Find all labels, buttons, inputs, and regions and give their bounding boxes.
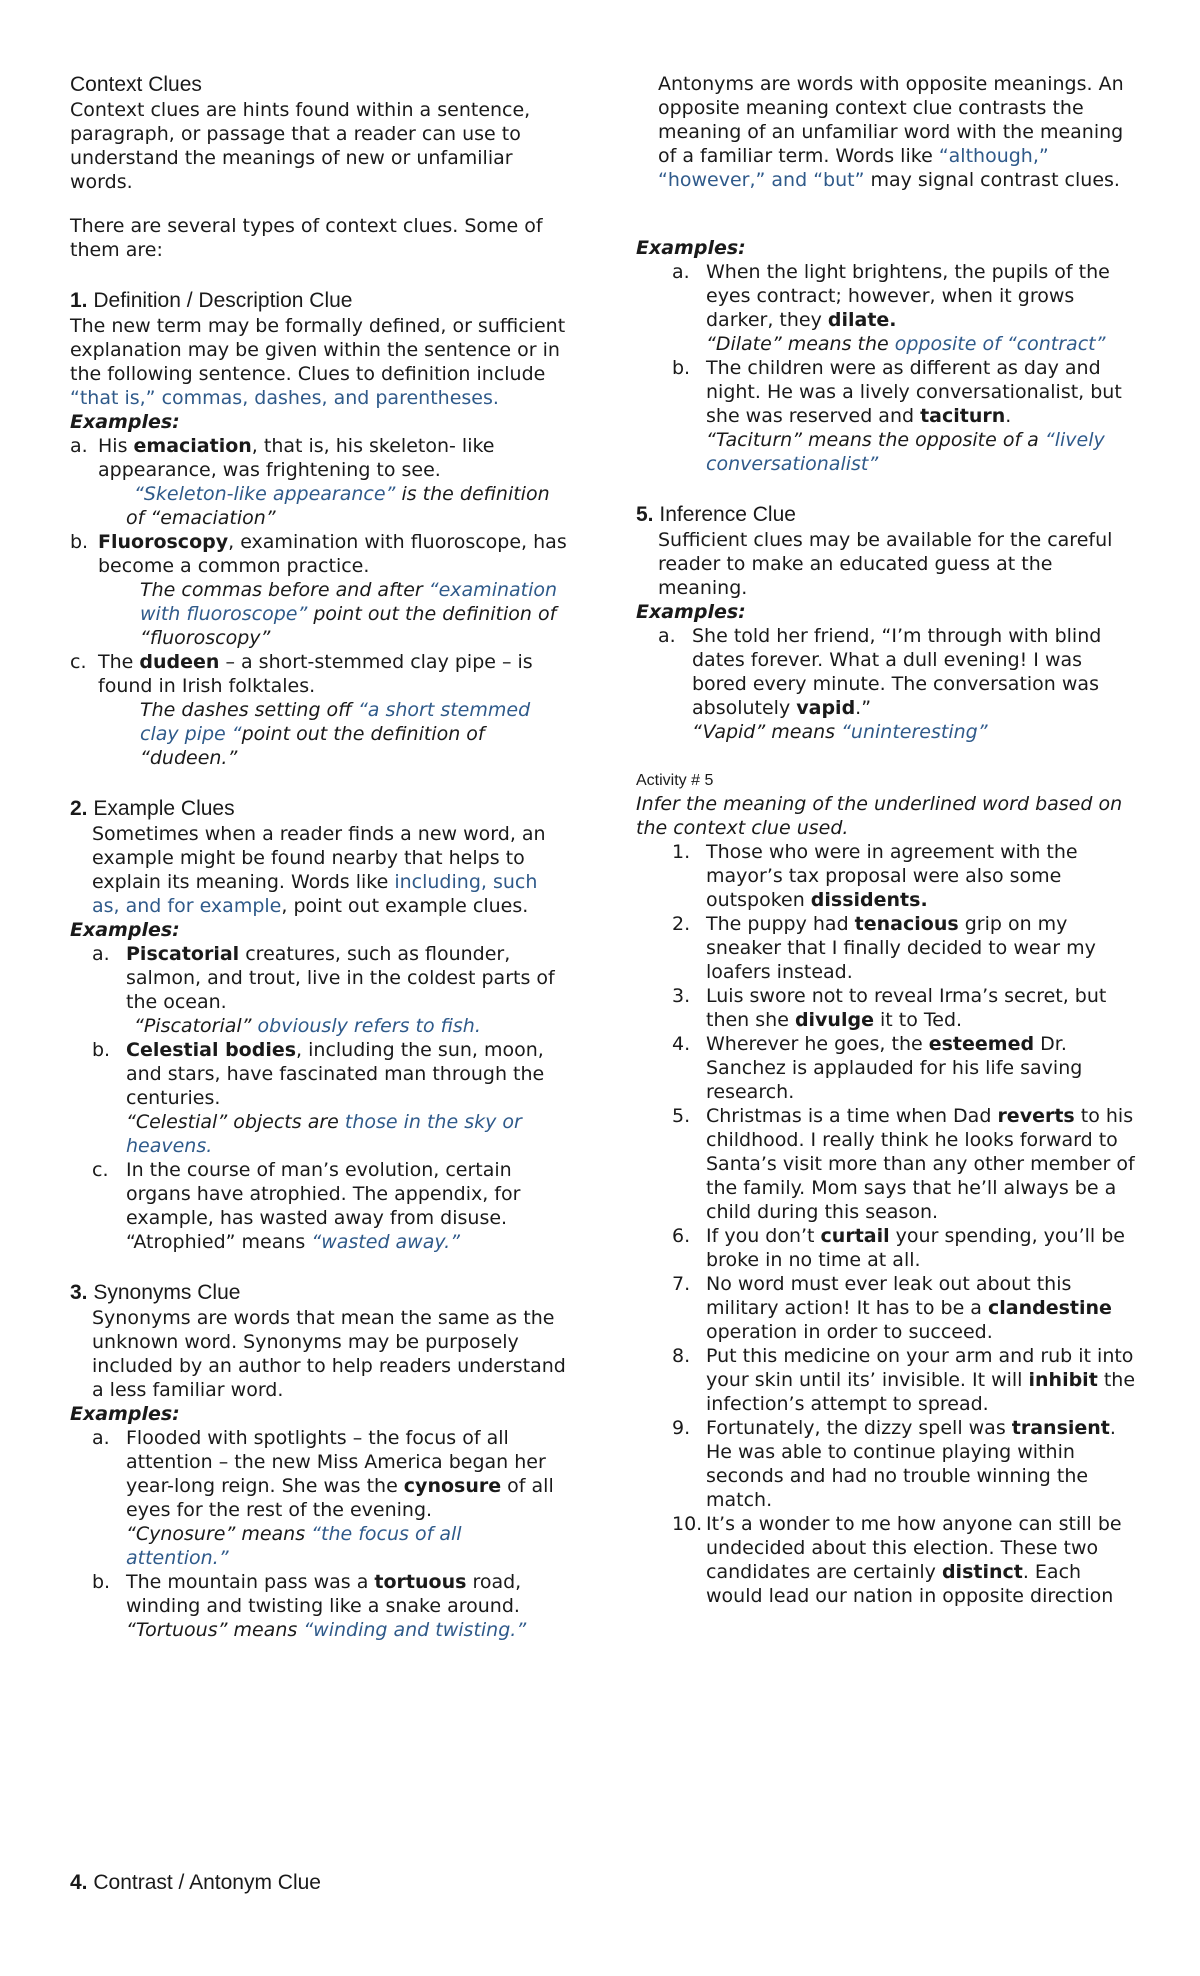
- key-word: dudeen: [139, 651, 220, 673]
- list-item: [636, 840, 1136, 912]
- item-text: If you don’t: [706, 1225, 821, 1247]
- body-highlight: “although,” “however,” and “but”: [658, 145, 1049, 191]
- item-text: The: [98, 651, 140, 673]
- explanation-text: “Atrophied” means: [126, 1231, 312, 1253]
- section-3-body: Synonyms are words that mean the same as the unknown word. Synonyms may be purposely included by an author to help readers understand a less familiar word.: [92, 1307, 566, 1401]
- explanation-text: point out the definition of “dudeen.”: [140, 723, 485, 769]
- section-title: Contrast / Antonym Clue: [93, 1871, 321, 1894]
- section-4-heading: [70, 1870, 321, 1896]
- item-text: grip on my sneaker that I finally decided to wear my loafers instead.: [706, 913, 1096, 983]
- list-item: [636, 260, 1136, 332]
- item-text: Fortunately, the dizzy spell was: [706, 1417, 1012, 1439]
- key-word: transient: [1011, 1417, 1110, 1439]
- key-word: emaciation: [133, 435, 252, 457]
- example-explanation: [70, 1522, 570, 1570]
- explanation-highlight: “uninteresting”: [841, 721, 988, 743]
- section-4-body: [636, 72, 1136, 192]
- explanation-highlight: obviously refers to fish.: [257, 1015, 481, 1037]
- item-text: His: [98, 435, 134, 457]
- list-marker: c.: [70, 651, 87, 673]
- section-title: Synonyms Clue: [93, 1281, 241, 1304]
- item-text: it to Ted.: [873, 1009, 963, 1031]
- example-explanation: [70, 1230, 570, 1254]
- explanation-highlight: “winding and twisting.”: [303, 1619, 527, 1641]
- examples-label: Examples:: [636, 237, 746, 259]
- item-text: No word must ever leak out about this military action! It has to be a: [706, 1273, 1072, 1319]
- section-1-heading: [70, 288, 570, 314]
- item-text: . He was able to continue playing within seconds and had no trouble winning the match.: [706, 1417, 1116, 1511]
- list-marker: 7.: [672, 1273, 691, 1295]
- explanation-text: The commas before and after: [140, 579, 429, 601]
- section-title: Inference Clue: [659, 503, 796, 526]
- item-text: Christmas is a time when Dad: [706, 1105, 998, 1127]
- list-item: [70, 1570, 570, 1618]
- list-marker: b.: [92, 1571, 111, 1593]
- list-marker: a.: [672, 261, 690, 283]
- examples-label: Examples:: [636, 601, 746, 623]
- list-item: [636, 356, 1136, 428]
- item-text: Wherever he goes, the: [706, 1033, 929, 1055]
- key-word: vapid: [796, 697, 856, 719]
- key-word: Fluoroscopy: [98, 531, 229, 553]
- explanation-text: “Vapid” means: [692, 721, 842, 743]
- item-text: Flooded with spotlights – the focus of all attention – the new Miss America began her year-long reign. She was the: [126, 1427, 546, 1497]
- item-text: It’s a wonder to me how anyone can still be undecided about this election. These two candidates are certainly: [706, 1513, 1122, 1583]
- list-marker: a.: [658, 625, 676, 647]
- list-item: [636, 1272, 1136, 1344]
- item-text: The mountain pass was a: [126, 1571, 375, 1593]
- list-marker: b.: [70, 531, 89, 553]
- explanation-highlight: “examination with fluoroscope”: [140, 579, 558, 625]
- explanation-highlight: opposite of “contract”: [894, 333, 1106, 355]
- item-text: , that is, his skeleton- like appearance, was frightening to see.: [98, 435, 495, 481]
- section-2-body: [70, 822, 570, 918]
- explanation-highlight: “a short stemmed clay pipe “: [140, 699, 531, 745]
- section-title: Example Clues: [93, 797, 235, 820]
- item-text: Put this medicine on your arm and rub it into your skin until its’ invisible. It will: [706, 1345, 1134, 1391]
- list-item: [636, 624, 1136, 720]
- explanation-text: “Taciturn” means the opposite of a: [706, 429, 1045, 451]
- section-5-heading: [636, 502, 1136, 528]
- key-word: cynosure: [403, 1475, 502, 1497]
- explanation-highlight: “lively conversationalist”: [706, 429, 1105, 475]
- section-number: 2.: [70, 797, 88, 820]
- section-number: 3.: [70, 1281, 88, 1304]
- body-text: The new term may be formally defined, or sufficient explanation may be given within the sentence or in the following sentence. Clues to definition include: [70, 315, 566, 385]
- key-word: inhibit: [1028, 1369, 1098, 1391]
- key-word: divulge: [794, 1009, 874, 1031]
- body-highlight: including, such as, and for example: [92, 871, 538, 917]
- explanation-text: “Tortuous” means: [126, 1619, 304, 1641]
- page-title: Context Clues: [70, 73, 202, 96]
- explanation-text: “Dilate” means the: [706, 333, 895, 355]
- list-marker: 3.: [672, 985, 691, 1007]
- section-5-body: Sufficient clues may be available for the careful reader to make an educated guess at the meaning.: [658, 529, 1113, 599]
- section-title: Definition / Description Clue: [93, 289, 353, 312]
- item-text: The puppy had: [706, 913, 855, 935]
- list-item: [636, 912, 1136, 984]
- explanation-text: The dashes setting off: [140, 699, 358, 721]
- left-column: [70, 72, 570, 1642]
- key-word: tenacious: [854, 913, 959, 935]
- list-item: [70, 1158, 570, 1230]
- key-word: tortuous: [374, 1571, 467, 1593]
- types-intro: There are several types of context clues. Some of them are:: [70, 215, 543, 261]
- item-text: Dr. Sanchez is applauded for his life saving research.: [706, 1033, 1083, 1103]
- example-explanation: [70, 1618, 570, 1642]
- body-highlight: “that is,” commas, dashes, and parentheses.: [70, 387, 499, 409]
- explanation-text: “Cynosure” means: [126, 1523, 312, 1545]
- list-item: [70, 1426, 570, 1522]
- list-item: [636, 1512, 1136, 1608]
- list-marker: 6.: [672, 1225, 691, 1247]
- explanation-text: “Piscatorial”: [134, 1015, 258, 1037]
- example-explanation: [70, 698, 570, 770]
- list-marker: a.: [92, 943, 110, 965]
- list-marker: a.: [70, 435, 88, 457]
- list-marker: 4.: [672, 1033, 691, 1055]
- item-text: In the course of man’s evolution, certain organs have atrophied. The appendix, for example, has wasted away from disuse.: [126, 1159, 521, 1229]
- item-text: creatures, such as flounder, salmon, and trout, live in the coldest parts of the ocean.: [126, 943, 555, 1013]
- list-marker: 5.: [672, 1105, 691, 1127]
- list-marker: b.: [672, 357, 691, 379]
- list-item: [70, 1038, 570, 1110]
- example-explanation: [70, 1110, 570, 1158]
- section-3-heading: [70, 1280, 570, 1306]
- section-number: 1.: [70, 289, 88, 312]
- examples-label: Examples:: [70, 919, 180, 941]
- list-marker: a.: [92, 1427, 110, 1449]
- explanation-text: point out the definition of “fluoroscopy”: [140, 603, 557, 649]
- right-column: [636, 72, 1136, 1608]
- activity-label: Activity # 5: [636, 772, 714, 789]
- item-text: Luis swore not to reveal Irma’s secret, but then she: [706, 985, 1107, 1031]
- example-explanation: [636, 428, 1136, 476]
- explanation-highlight: those in the sky or heavens.: [126, 1111, 522, 1157]
- example-explanation: [70, 578, 570, 650]
- list-marker: 9.: [672, 1417, 691, 1439]
- explanation-text: “Celestial” objects are: [126, 1111, 345, 1133]
- item-text: When the light brightens, the pupils of the eyes contract; however, when it grows darker, they: [706, 261, 1110, 331]
- list-item: [636, 1104, 1136, 1224]
- list-marker: 1.: [672, 841, 691, 863]
- item-text: She told her friend, “I’m through with blind dates forever. What a dull evening! I was bored every minute. The conversation was absolutely: [692, 625, 1102, 719]
- item-text: . Each would lead our nation in opposite direction: [706, 1561, 1114, 1607]
- key-word: dilate.: [827, 309, 897, 331]
- key-word: curtail: [820, 1225, 890, 1247]
- key-word: reverts: [997, 1105, 1075, 1127]
- item-text: .”: [855, 697, 872, 719]
- list-marker: 8.: [672, 1345, 691, 1367]
- list-item: [636, 1344, 1136, 1416]
- list-item: [636, 1224, 1136, 1272]
- key-word: dissidents.: [810, 889, 928, 911]
- body-text: Sometimes when a reader finds a new word, an example might be found nearby that helps to explain its meaning. Words like: [92, 823, 546, 893]
- item-text: your spending, you’ll be broke in no time at all.: [706, 1225, 1125, 1271]
- list-marker: 10.: [672, 1513, 703, 1535]
- key-word: Celestial bodies: [126, 1039, 297, 1061]
- example-explanation: [636, 720, 1136, 744]
- list-item: [70, 650, 570, 698]
- item-text: operation in order to succeed.: [706, 1321, 993, 1343]
- section-1-body: [70, 314, 570, 410]
- list-marker: c.: [92, 1159, 109, 1181]
- example-explanation: [70, 482, 570, 530]
- intro-definition: Context clues are hints found within a sentence, paragraph, or passage that a reader can use to understand the meanings of new or unfamiliar words.: [70, 99, 531, 193]
- key-word: distinct: [941, 1561, 1023, 1583]
- item-text: Those who were in agreement with the mayor’s tax proposal were also some outspoken: [706, 841, 1078, 911]
- key-word: Piscatorial: [126, 943, 240, 965]
- item-text: , including the sun, moon, and stars, have fascinated man through the centuries.: [126, 1039, 545, 1109]
- list-item: [70, 942, 570, 1014]
- activity-instruction: Infer the meaning of the underlined word based on the context clue used.: [636, 793, 1123, 839]
- body-text: may signal contrast clues.: [864, 169, 1120, 191]
- explanation-highlight: “wasted away.”: [311, 1231, 461, 1253]
- list-item: [636, 1032, 1136, 1104]
- example-explanation: [70, 1014, 570, 1038]
- key-word: esteemed: [928, 1033, 1035, 1055]
- item-text: .: [1005, 405, 1012, 427]
- list-item: [636, 984, 1136, 1032]
- item-text: – a short-stemmed clay pipe – is found in Irish folktales.: [98, 651, 533, 697]
- body-text: , point out example clues.: [281, 895, 529, 917]
- item-text: road, winding and twisting like a snake around.: [126, 1571, 522, 1617]
- list-marker: 2.: [672, 913, 691, 935]
- list-marker: b.: [92, 1039, 111, 1061]
- item-text: of all eyes for the rest of the evening.: [126, 1475, 554, 1521]
- item-text: to his childhood. I really think he looks forward to Santa’s visit more than any other member of the family. Mom says that he’ll always be a child during this season.: [706, 1105, 1135, 1223]
- example-explanation: [636, 332, 1136, 356]
- key-word: taciturn: [920, 405, 1006, 427]
- item-text: The children were as different as day and night. He was a lively conversationalist, but she was reserved and: [706, 357, 1122, 427]
- body-text: Antonyms are words with opposite meanings. An opposite meaning context clue contrasts the meaning of an unfamiliar word with the meaning of a familiar term. Words like: [658, 73, 1124, 167]
- key-word: clandestine: [987, 1297, 1112, 1319]
- examples-label: Examples:: [70, 1403, 180, 1425]
- explanation-highlight: “Skeleton-like appearance”: [134, 483, 396, 505]
- explanation-text: is the definition of “emaciation”: [126, 483, 550, 529]
- item-text: , examination with fluoroscope, has become a common practice.: [98, 531, 567, 577]
- explanation-highlight: “the focus of all attention.”: [126, 1523, 462, 1569]
- section-2-heading: [70, 796, 570, 822]
- list-item: [70, 530, 570, 578]
- list-item: [636, 1416, 1136, 1512]
- section-number: 5.: [636, 503, 654, 526]
- section-number: 4.: [70, 1871, 88, 1894]
- examples-label: Examples:: [70, 411, 180, 433]
- item-text: the infection’s attempt to spread.: [706, 1369, 1136, 1415]
- list-item: [70, 434, 570, 482]
